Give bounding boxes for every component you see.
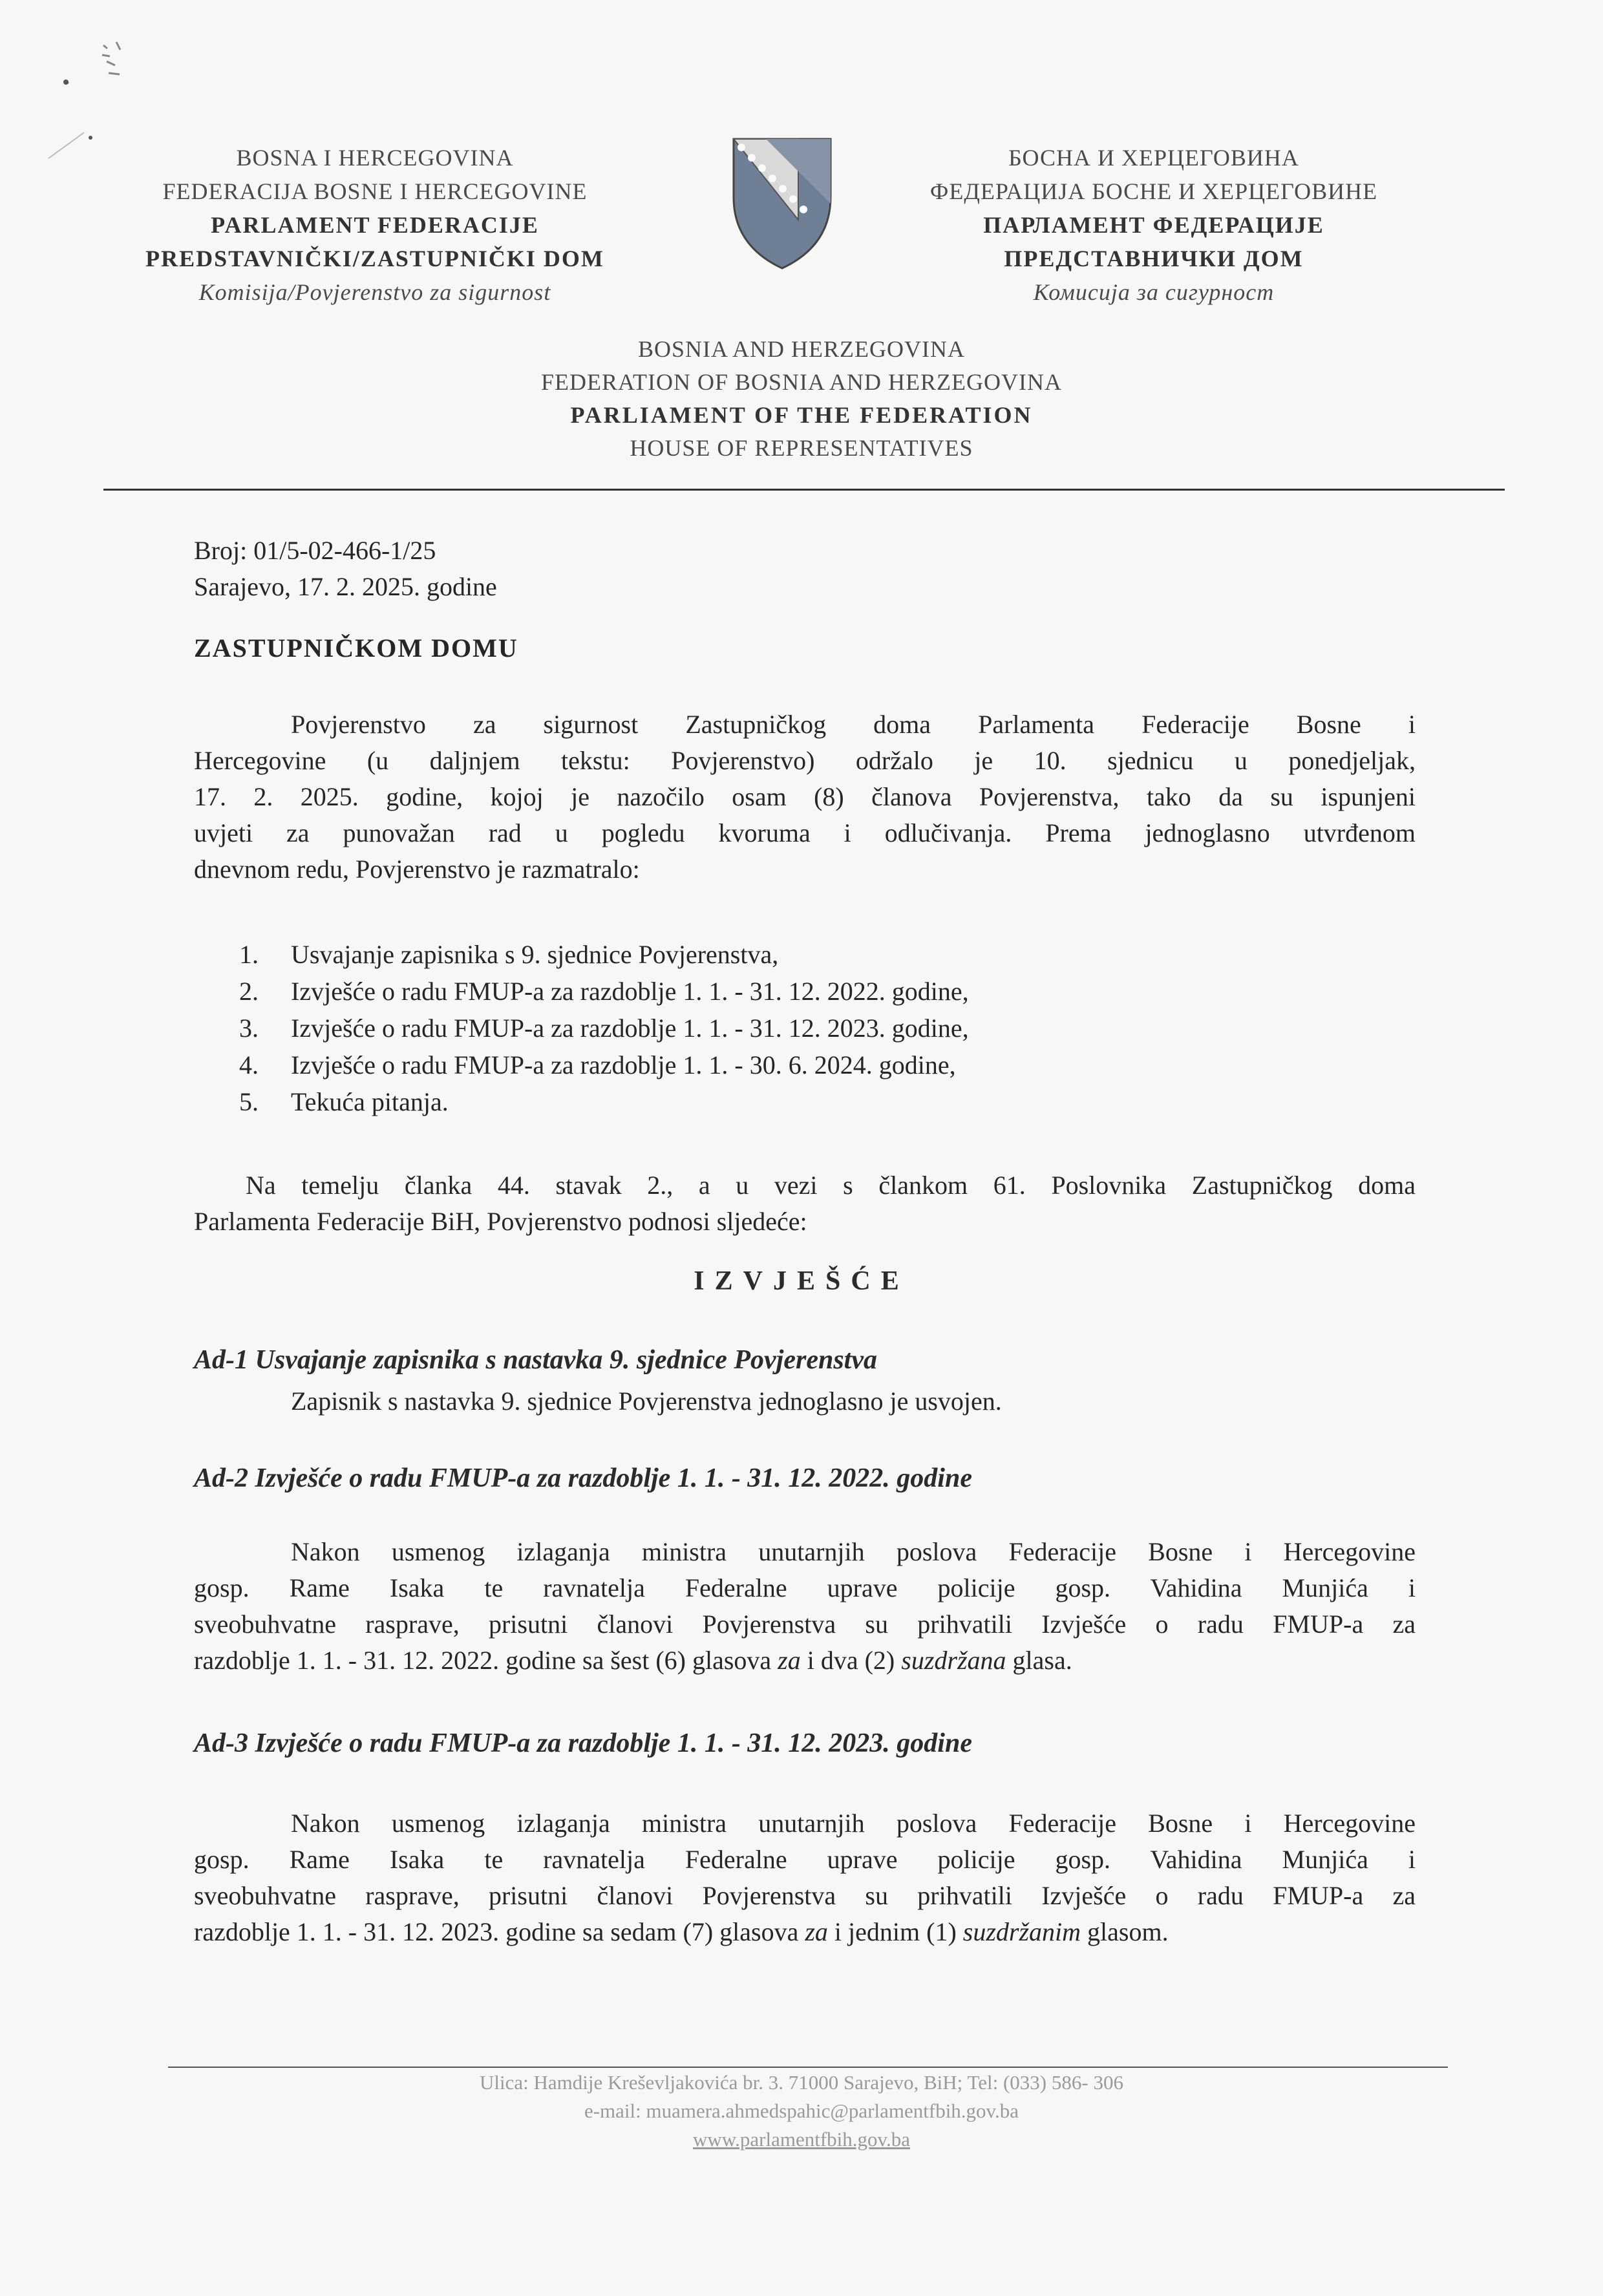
intro-line-4: uvjeti za punovažan rad u pogledu kvoruma i odlučivanja. Prema jednoglasno utvrđenom <box>194 818 1416 847</box>
ad2-body <box>194 1534 1416 1679</box>
coat-of-arms-icon <box>727 136 837 271</box>
ad3-vote-count: i jednim (1) <box>834 1917 957 1946</box>
header-right-line-4: ПРЕДСТАВНИЧКИ ДОМ <box>1004 246 1304 271</box>
agenda-item-number: 4. <box>239 1050 259 1079</box>
agenda-item <box>239 936 969 973</box>
header-center-line-4: HOUSE OF REPRESENTATIVES <box>630 435 973 461</box>
header-right-line-5: Комисија за сигурност <box>1033 279 1275 305</box>
ad2-line-2: gosp. Rame Isaka te ravnatelja Federalne uprave policije gosp. Vahidina Munjića i <box>194 1573 1416 1602</box>
agenda-item-text: Izvješće o radu FMUP-a za razdoblje 1. 1. - 31. 12. 2022. godine, <box>291 977 969 1006</box>
header-left <box>110 141 640 309</box>
ad3-vote-end: glasom. <box>1087 1917 1169 1946</box>
ad3-line-4 <box>194 1914 1416 1950</box>
footer-website-link[interactable]: www.parlamentfbih.gov.ba <box>692 2128 911 2151</box>
intro-line-2: Hercegovine (u daljnjem tekstu: Povjerenstvo) održalo je 10. sjednicu u ponedjeljak, <box>194 746 1416 775</box>
basis-paragraph <box>194 1167 1416 1240</box>
agenda-item-number: 5. <box>239 1087 259 1116</box>
ad3-line-2: gosp. Rame Isaka te ravnatelja Federalne uprave policije gosp. Vahidina Munjića i <box>194 1845 1416 1874</box>
ad2-line-4 <box>194 1642 1416 1679</box>
agenda-item-text: Izvješće o radu FMUP-a za razdoblje 1. 1. - 30. 6. 2024. godine, <box>291 1050 956 1079</box>
footer-email[interactable]: e-mail: muamera.ahmedspahic@parlamentfbih.gov.ba <box>584 2099 1019 2122</box>
ad3-body <box>194 1805 1416 1950</box>
header-left-line-5: Komisija/Povjerenstvo za sigurnost <box>198 279 551 305</box>
report-title: IZVJEŠĆE <box>694 1266 909 1296</box>
intro-line-3: 17. 2. 2025. godine, kojoj je nazočilo osam (8) članova Povjerenstva, tako da su ispunjeni <box>194 782 1416 811</box>
header-right-line-1: БОСНА И ХЕРЦЕГОВИНА <box>1008 145 1299 171</box>
header-divider <box>103 489 1505 491</box>
header-center <box>414 333 1189 465</box>
document-date: Sarajevo, 17. 2. 2025. godine <box>194 572 497 601</box>
agenda-item-number: 1. <box>239 940 259 969</box>
agenda-item <box>239 1010 969 1047</box>
agenda-list <box>239 936 969 1120</box>
header-right-line-3: ПАРЛАМЕНТ ФЕДЕРАЦИЈЕ <box>983 212 1324 238</box>
basis-line-1: Na temelju članka 44. stavak 2., a u vezi s člankom 61. Poslovnika Zastupničkog doma <box>246 1171 1416 1200</box>
header-center-line-3: PARLIAMENT OF THE FEDERATION <box>570 402 1033 428</box>
basis-line-2: Parlamenta Federacije BiH, Povjerenstvo podnosi sljedeće: <box>194 1207 807 1236</box>
agenda-item <box>239 1083 969 1120</box>
ad1-body: Zapisnik s nastavka 9. sjednice Povjerenstva jednoglasno je usvojen. <box>291 1387 1002 1416</box>
header-left-line-4: PREDSTAVNIČKI/ZASTUPNIČKI DOM <box>145 246 604 271</box>
header-center-line-1: BOSNIA AND HERZEGOVINA <box>638 336 965 362</box>
agenda-item-number: 3. <box>239 1014 259 1043</box>
agenda-item-text: Tekuća pitanja. <box>291 1087 449 1116</box>
agenda-item-number: 2. <box>239 977 259 1006</box>
ad3-heading: Ad-3 Izvješće o radu FMUP-a za razdoblje 1. 1. - 31. 12. 2023. godine <box>194 1728 972 1758</box>
ad1-heading: Ad-1 Usvajanje zapisnika s nastavka 9. sjednice Povjerenstva <box>194 1345 877 1375</box>
header-right <box>889 141 1419 309</box>
ad2-vote-for: za <box>778 1646 801 1675</box>
ad3-line-3: sveobuhvatne rasprave, prisutni članovi Povjerenstva su prihvatili Izvješće o radu FMUP-a za <box>194 1881 1416 1910</box>
header-left-line-2: FEDERACIJA BOSNE I HERCEGOVINE <box>162 178 588 204</box>
ad3-vote-abstain: suzdržanim <box>962 1917 1081 1946</box>
ad2-vote-text: razdoblje 1. 1. - 31. 12. 2022. godine sa šest (6) glasova <box>194 1646 772 1675</box>
intro-line-5: dnevnom redu, Povjerenstvo je razmatralo: <box>194 855 640 884</box>
footer-address: Ulica: Hamdije Kreševljakovića br. 3. 71000 Sarajevo, BiH; Tel: (033) 586- 306 <box>480 2071 1123 2094</box>
addressee: ZASTUPNIČKOM DOMU <box>194 633 518 663</box>
header-left-line-3: PARLAMENT FEDERACIJE <box>211 212 539 238</box>
agenda-item-text: Usvajanje zapisnika s 9. sjednice Povjerenstva, <box>291 940 779 969</box>
ad2-line-1: Nakon usmenog izlaganja ministra unutarnjih poslova Federacije Bosne i Hercegovine <box>291 1537 1416 1566</box>
agenda-item-text: Izvješće o radu FMUP-a za razdoblje 1. 1. - 31. 12. 2023. godine, <box>291 1014 969 1043</box>
agenda-item <box>239 973 969 1010</box>
ad2-heading: Ad-2 Izvješće o radu FMUP-a za razdoblje 1. 1. - 31. 12. 2022. godine <box>194 1463 972 1493</box>
ad2-vote-count: i dva (2) <box>807 1646 895 1675</box>
ad2-vote-end: glasa. <box>1012 1646 1072 1675</box>
ad3-line-1: Nakon usmenog izlaganja ministra unutarnjih poslova Federacije Bosne i Hercegovine <box>291 1809 1416 1838</box>
document-meta <box>194 533 497 605</box>
ad2-vote-abstain: suzdržana <box>901 1646 1006 1675</box>
header-right-line-2: ФЕДЕРАЦИЈА БОСНЕ И ХЕРЦЕГОВИНЕ <box>929 178 1378 204</box>
document-number: Broj: 01/5-02-466-1/25 <box>194 536 436 565</box>
ad3-vote-text: razdoblje 1. 1. - 31. 12. 2023. godine sa sedam (7) glasova <box>194 1917 799 1946</box>
header-left-line-1: BOSNA I HERCEGOVINA <box>236 145 514 171</box>
ad2-line-3: sveobuhvatne rasprave, prisutni članovi Povjerenstva su prihvatili Izvješće o radu FMUP-a za <box>194 1610 1416 1639</box>
footer-divider <box>168 2067 1448 2068</box>
ad3-vote-for: za <box>805 1917 828 1946</box>
intro-paragraph <box>194 707 1416 888</box>
header-center-line-2: FEDERATION OF BOSNIA AND HERZEGOVINA <box>540 369 1062 395</box>
agenda-item <box>239 1047 969 1083</box>
footer <box>0 2068 1603 2154</box>
intro-line-1: Povjerenstvo za sigurnost Zastupničkog doma Parlamenta Federacije Bosne i <box>291 710 1416 739</box>
